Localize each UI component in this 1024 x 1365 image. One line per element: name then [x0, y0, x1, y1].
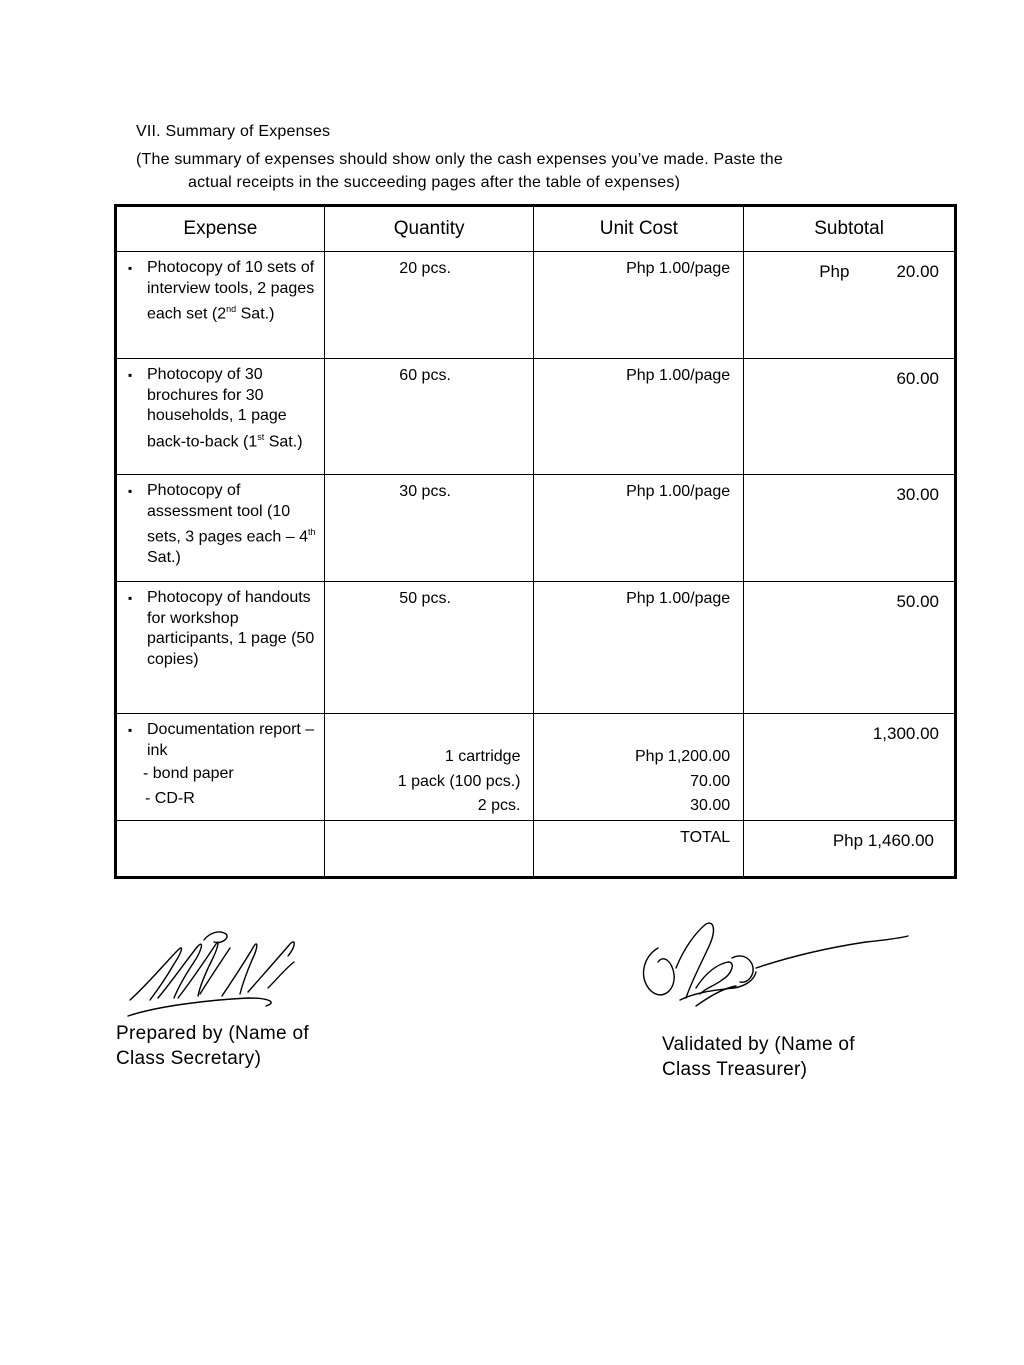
header-unit-cost: Unit Cost: [534, 206, 744, 252]
quantity-line: 2 pcs.: [477, 797, 521, 814]
currency-prefix: Php: [819, 262, 850, 281]
subtotal-cell: 60.00: [744, 359, 956, 475]
unit-cost-cell: [534, 714, 744, 821]
secretary-signature: [118, 922, 318, 1022]
header-subtotal: Subtotal: [744, 206, 956, 252]
instructions-line-1: (The summary of expenses should show only the cash expenses you’ve made. Paste the: [136, 151, 783, 168]
quantity-cell: 20 pcs.: [324, 252, 534, 359]
validated-by-label: Validated by (Name of Class Treasurer): [662, 1034, 855, 1080]
subtotal-cell: 50.00: [744, 582, 956, 714]
treasurer-signature: [636, 918, 916, 1010]
header-quantity: Quantity: [324, 206, 534, 252]
unit-cost-line: Php 1,200.00: [635, 748, 731, 765]
unit-cost-cell: Php 1.00/page: [534, 475, 744, 582]
bullet-icon: ▪: [128, 484, 133, 498]
quantity-cell: [324, 714, 534, 821]
unit-cost-cell: Php 1.00/page: [534, 252, 744, 359]
subtotal-cell: 1,300.00: [744, 714, 956, 821]
table-row: [116, 359, 956, 475]
table-header-row: [116, 206, 956, 252]
instructions-line-2: actual receipts in the succeeding pages after the table of expenses): [188, 174, 681, 191]
table-row: [116, 714, 956, 821]
empty-cell: [324, 821, 534, 878]
expenses-table: [114, 204, 957, 879]
total-value: Php 1,460.00: [744, 821, 956, 878]
unit-cost-cell: Php 1.00/page: [534, 582, 744, 714]
header-expense: Expense: [116, 206, 325, 252]
expense-subline: - CD-R: [145, 789, 195, 807]
unit-cost-line: 70.00: [690, 772, 731, 790]
quantity-cell: 30 pcs.: [324, 475, 534, 582]
prepared-by-label: Prepared by (Name of Class Secretary): [116, 1023, 309, 1069]
expense-cell: ▪ Photocopy of handouts for workshop participants, 1 page (50 copies): [116, 582, 325, 714]
quantity-cell: 50 pcs.: [324, 582, 534, 714]
unit-cost-cell: Php 1.00/page: [534, 359, 744, 475]
expense-cell: ▪ Photocopy of 10 sets of interview tools, 2 pages each set (2nd Sat.): [116, 252, 325, 359]
subtotal-cell: 30.00: [744, 475, 956, 582]
section-title: VII. Summary of Expenses: [136, 123, 331, 140]
subtotal-cell: Php 20.00: [744, 252, 956, 359]
total-row: [116, 821, 956, 878]
bullet-icon: ▪: [128, 591, 133, 605]
table-row: [116, 475, 956, 582]
expense-cell: ▪ Documentation report – ink - bond paper - CD-R: [116, 714, 325, 821]
bullet-icon: ▪: [128, 261, 133, 275]
quantity-line: 1 pack (100 pcs.): [397, 772, 521, 790]
table-row: [116, 582, 956, 714]
unit-cost-line: 30.00: [690, 797, 731, 814]
expense-cell: ▪ Photocopy of 30 brochures for 30 households, 1 page back-to-back (1st Sat.): [116, 359, 325, 475]
expense-cell: ▪ Photocopy of assessment tool (10 sets, 3 pages each – 4th Sat.): [116, 475, 325, 582]
bullet-icon: ▪: [128, 368, 133, 382]
empty-cell: [116, 821, 325, 878]
quantity-line: 1 cartridge: [444, 748, 521, 765]
total-label: TOTAL: [534, 821, 744, 878]
expense-subline: - bond paper: [143, 765, 234, 782]
quantity-cell: 60 pcs.: [324, 359, 534, 475]
bullet-icon: ▪: [128, 723, 133, 737]
table-row: [116, 252, 956, 359]
